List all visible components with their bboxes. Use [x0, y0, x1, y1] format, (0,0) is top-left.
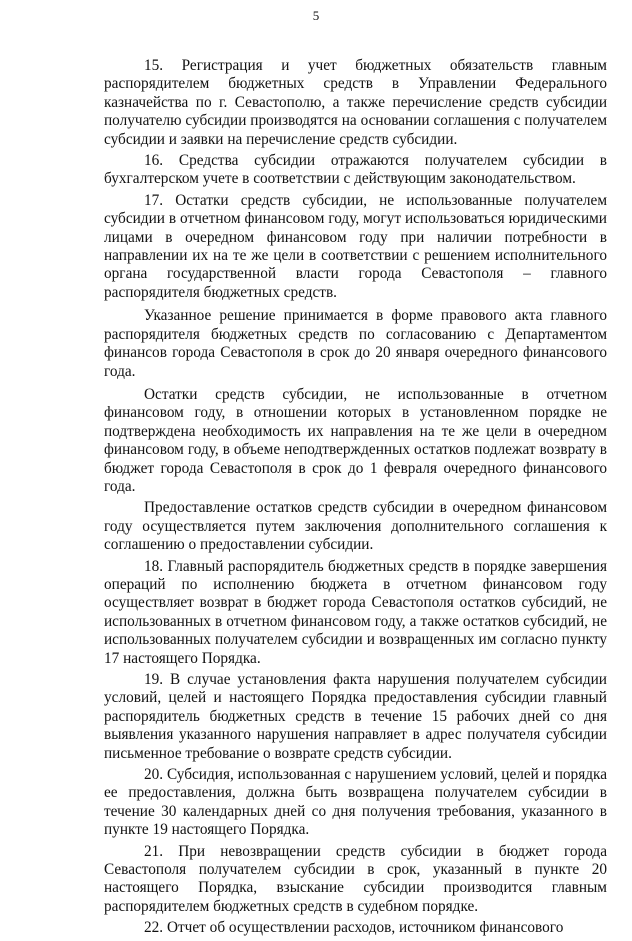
paragraph-17-decision: Указанное решение принимается в форме правового акта главного распорядителя бюджетных средств по согласованию с Департаментом финансов города Севастополя в срок до 20 января очередного финансового года.	[104, 307, 607, 380]
paragraph-21: 21. При невозвращении средств субсидии в бюджет города Севастополя получателем субсидии в срок, указанный в пункте 20 настоящего Порядка, взыскание субсидии производится главным распорядителем бюджетных средств в судебном порядке.	[104, 842, 607, 915]
paragraph-22: 22. Отчет об осуществлении расходов, источником финансового	[144, 919, 564, 937]
paragraph-16: 16. Средства субсидии отражаются получателем субсидии в бухгалтерском учете в соответствии с действующим законодательством.	[104, 152, 607, 188]
paragraph-18: 18. Главный распорядитель бюджетных средств в порядке завершения операций по исполнению бюджета в отчетном финансовом году осуществляет возврат в бюджет города Севастополя остатков субсидий, не использованных в отчетном финансовом году, а также остатков субсидий, не использованных получателем субсидии и возвращенных им согласно пункту 17 настоящего Порядка.	[104, 557, 607, 667]
paragraph-17-remainder-return: Остатки средств субсидии, не использованные в отчетном финансовом году, в отношении которых в установленном порядке не подтверждена необходимость их направления на те же цели в очередном финансовом году, в объеме неподтвержденных остатков подлежат возврату в бюджет города Севастополя в срок до 1 февраля очередного финансового года.	[104, 385, 607, 495]
paragraph-15: 15. Регистрация и учет бюджетных обязательств главным распорядителем бюджетных средств в Управлении Федерального казначейства по г. Севастополю, а также перечисление средств субсидии получателю субсидии производятся на основании соглашения с получателем субсидии и заявки на перечисление средств субсидии.	[104, 57, 607, 148]
document-body	[104, 57, 607, 941]
paragraph-17: 17. Остатки средств субсидии, не использованные получателем субсидии в отчетном финансовом году, могут использоваться юридическими лицами в очередном финансовом году при наличии потребности в направлении их на те же цели в соответствии с решением исполнительного органа государственной власти города Севастополя – главного распорядителя бюджетных средств.	[104, 191, 607, 301]
paragraph-20: 20. Субсидия, использованная с нарушением условий, целей и порядка ее предоставления, должна быть возвращена получателем субсидии в течение 30 календарных дней со дня получения требования, указанного в пункте 19 настоящего Порядка.	[104, 766, 607, 839]
page-number: 5	[312, 8, 320, 23]
paragraph-17-remainder-provision: Предоставление остатков средств субсидии в очередном финансовом году осуществляется путем заключения дополнительного соглашения к соглашению о предоставлении субсидии.	[104, 499, 607, 554]
paragraph-19: 19. В случае установления факта нарушения получателем субсидии условий, целей и настоящего Порядка предоставления субсидии главный распорядитель бюджетных средств в течение 15 рабочих дней со дня выявления указанного нарушения направляет в адрес получателя субсидии письменное требование о возврате средств субсидии.	[104, 671, 607, 762]
